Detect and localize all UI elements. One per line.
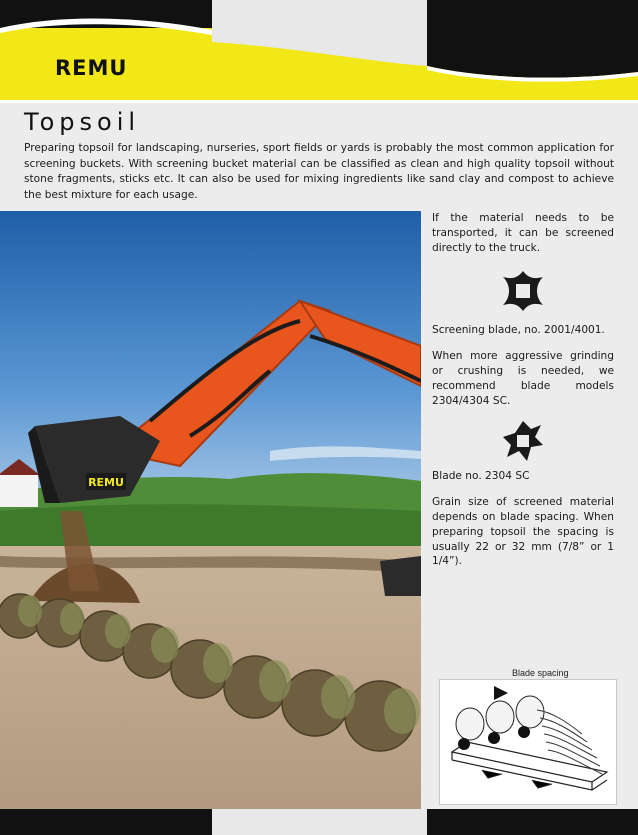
caption-blade-2304: Blade no. 2304 SC: [432, 470, 530, 483]
excavator-illustration: [0, 211, 421, 809]
intro-paragraph: Preparing topsoil for landscaping, nurseries, sport fields or yards is probably the most common application for screening buckets. With screening bucket material can be classified as clean and high quality topsoil without stone fragments, sticks etc. It can also be used for mixing ingredients like sand clay and compost to achieve the best mixture for each usage.: [24, 142, 614, 201]
sidebar: [432, 211, 614, 569]
blade-spacing-illustration: [442, 682, 614, 802]
screening-blade-icon: [499, 267, 547, 315]
spacing-arrow-icon: [494, 686, 508, 700]
transport-paragraph: If the material needs to be transported, it can be screened directly to the truck.: [432, 212, 614, 254]
footer-band: [0, 809, 638, 835]
bucket-logo-text: REMU: [88, 476, 124, 489]
blade-2304-icon: [501, 419, 545, 463]
header-band: [0, 0, 638, 103]
brand-logo: REMU: [55, 56, 128, 80]
blade-spacing-label: Blade spacing: [512, 668, 569, 678]
blade-spacing-diagram: [440, 680, 616, 804]
aggressive-paragraph: When more aggressive grinding or crushing is needed, we recommend blade models 2304/4304 SC.: [432, 350, 614, 407]
caption-blade-2001: Screening blade, no. 2001/4001.: [432, 324, 605, 337]
page-title: Topsoil: [24, 108, 141, 136]
excavator-photo: [0, 211, 421, 809]
grain-paragraph: Grain size of screened material depends on blade spacing. When preparing topsoil the spacing is usually 22 or 32 mm (7/8” or 1 1/4”).: [432, 496, 614, 568]
